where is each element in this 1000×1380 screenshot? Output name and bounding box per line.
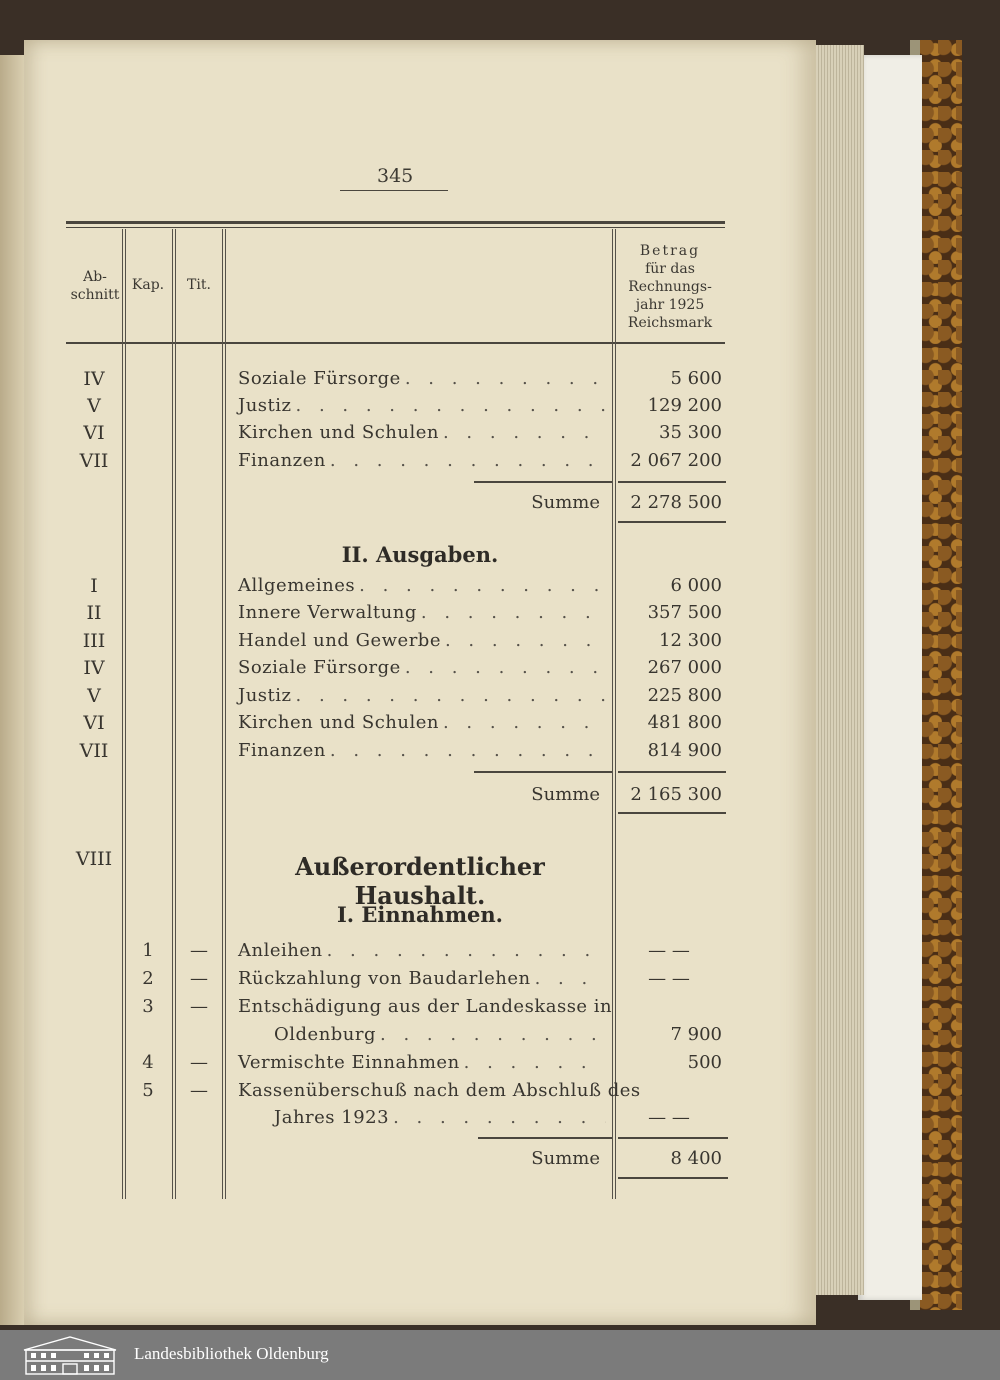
- row-amount: 7 900: [670, 1024, 722, 1045]
- row-abschnitt: IV: [83, 657, 105, 679]
- row-label-text: Kirchen und Schulen: [238, 712, 439, 733]
- row-label-text: Anleihen: [238, 940, 323, 961]
- header-kap: Kap.: [131, 277, 165, 293]
- row-abschnitt: VIII: [75, 848, 113, 870]
- row-abschnitt: III: [82, 630, 106, 652]
- book-page: [24, 40, 816, 1325]
- row-label-text: Entschädigung aus der Landeskasse in: [238, 996, 613, 1017]
- col-divider-2: [172, 229, 173, 1199]
- row-kap: [124, 1107, 172, 1131]
- leader-dots: [296, 395, 606, 419]
- page-number-rule: [340, 190, 448, 191]
- leader-dots: [330, 450, 606, 474]
- row-amount: 267 000: [647, 657, 722, 678]
- sum-label: Summe: [531, 492, 600, 513]
- row-tit: —: [190, 1080, 208, 1101]
- row-label-text: Kassenüberschuß nach dem Abschluß des: [238, 1080, 641, 1101]
- row-label-text: Kirchen und Schulen: [238, 422, 439, 443]
- sum-rule: [478, 1137, 612, 1139]
- leader-dots: [443, 422, 606, 446]
- sum-rule: [474, 481, 612, 483]
- row-abschnitt: I: [90, 575, 98, 597]
- row-label: [274, 1107, 606, 1131]
- row-label-text: Innere Verwaltung: [238, 602, 417, 623]
- library-name: Landesbibliothek Oldenburg: [134, 1344, 329, 1363]
- header-betrag-line: jahr 1925: [635, 297, 705, 313]
- library-footer-bar: [0, 1330, 1000, 1380]
- col-divider-3: [222, 229, 223, 1199]
- sum-underline: [618, 521, 726, 523]
- header-betrag-line: Reichsmark: [627, 315, 713, 331]
- row-label: [238, 450, 606, 474]
- col-divider-1: [122, 229, 123, 1199]
- sum-amount: 8 400: [670, 1148, 722, 1169]
- row-label: [238, 940, 606, 964]
- leader-dots: [393, 1107, 606, 1131]
- header-betrag: [616, 242, 724, 332]
- sum-amount: 2 278 500: [630, 492, 722, 513]
- row-label: [238, 657, 606, 681]
- section-subheading-income: I. Einnahmen.: [336, 902, 503, 927]
- row-amount: 357 500: [647, 602, 722, 623]
- sum-rule: [618, 771, 726, 773]
- row-amount: 5 600: [670, 368, 722, 389]
- row-kap: 2: [142, 968, 154, 989]
- row-label: [238, 422, 606, 446]
- page-number: 345: [377, 165, 414, 187]
- sum-rule: [618, 1137, 728, 1139]
- row-label-text: Justiz: [238, 395, 292, 416]
- header-betrag-line: Betrag: [639, 243, 701, 259]
- row-tit: —: [190, 996, 208, 1017]
- fore-edge: [858, 55, 922, 1300]
- row-label-text: Handel und Gewerbe: [238, 630, 441, 651]
- row-amount: 225 800: [647, 685, 722, 706]
- sum-rule: [474, 771, 612, 773]
- row-amount: — —: [648, 940, 690, 961]
- left-page-edge: [0, 55, 24, 1325]
- row-label: [238, 968, 606, 992]
- row-abschnitt: VI: [83, 712, 105, 734]
- leader-dots: [421, 602, 606, 626]
- sum-underline: [618, 812, 726, 814]
- leader-dots: [359, 575, 606, 599]
- leader-dots: [535, 968, 606, 992]
- row-label: [238, 685, 606, 709]
- header-bottom-rule: [66, 342, 725, 344]
- row-label: [238, 602, 606, 626]
- row-kap: 1: [142, 940, 154, 961]
- row-label: [238, 575, 606, 599]
- sum-label: Summe: [531, 1148, 600, 1169]
- leader-dots: [330, 740, 606, 764]
- row-kap: [124, 1024, 172, 1048]
- row-label-text: Jahres 1923: [274, 1107, 390, 1128]
- leader-dots: [443, 712, 606, 736]
- row-label-text: Soziale Fürsorge: [238, 657, 401, 678]
- sum-label: Summe: [531, 784, 600, 805]
- row-abschnitt: II: [86, 602, 102, 624]
- row-amount: 481 800: [647, 712, 722, 733]
- row-label: [238, 996, 613, 1020]
- row-label-text: Rückzahlung von Baudarlehen: [238, 968, 531, 989]
- header-betrag-line: Rechnungs-: [628, 279, 712, 295]
- section-heading-expenses: II. Ausgaben.: [341, 542, 499, 567]
- row-label-text: Oldenburg: [274, 1024, 377, 1045]
- row-label: [238, 712, 606, 736]
- row-label-text: Finanzen: [238, 740, 326, 761]
- row-label: [238, 1080, 641, 1104]
- leader-dots: [380, 1024, 606, 1048]
- row-abschnitt: VII: [79, 740, 109, 762]
- row-amount: 129 200: [647, 395, 722, 416]
- row-amount: — —: [648, 968, 690, 989]
- row-label: [238, 630, 606, 654]
- row-tit: [176, 1024, 222, 1048]
- row-amount: 35 300: [659, 422, 722, 443]
- row-amount: 12 300: [659, 630, 722, 651]
- header-abschnitt: Ab- schnitt: [70, 269, 120, 303]
- row-amount: [616, 996, 722, 1020]
- row-amount: 500: [687, 1052, 722, 1073]
- page-edges: [816, 45, 864, 1295]
- row-abschnitt: VI: [83, 422, 105, 444]
- row-label-text: Allgemeines: [238, 575, 356, 596]
- leader-dots: [405, 657, 606, 681]
- row-tit: —: [190, 1052, 208, 1073]
- row-abschnitt: V: [87, 395, 101, 417]
- row-amount: [616, 1080, 722, 1104]
- row-label: [238, 740, 606, 764]
- col-divider-3b: [225, 229, 226, 1199]
- row-label-text: Justiz: [238, 685, 292, 706]
- row-label-text: Finanzen: [238, 450, 326, 471]
- library-building-icon: [18, 1334, 122, 1376]
- row-abschnitt: V: [87, 685, 101, 707]
- row-amount: 814 900: [647, 740, 722, 761]
- row-abschnitt: VII: [79, 450, 109, 472]
- header-betrag-line: für das: [645, 261, 695, 277]
- row-tit: —: [190, 968, 208, 989]
- row-label: [274, 1024, 606, 1048]
- row-amount: 2 067 200: [630, 450, 722, 471]
- col-divider-4: [612, 229, 613, 1199]
- leader-dots: [445, 630, 606, 654]
- section-heading-extraordinary: Außerordentlicher Haushalt.: [295, 852, 545, 910]
- row-kap: 4: [142, 1052, 154, 1073]
- row-label: [238, 368, 606, 392]
- row-kap: 5: [142, 1080, 154, 1101]
- row-abschnitt: IV: [83, 368, 105, 390]
- row-tit: —: [190, 940, 208, 961]
- row-tit: [176, 1107, 222, 1131]
- row-label-text: Vermischte Einnahmen: [238, 1052, 460, 1073]
- leader-dots: [327, 940, 606, 964]
- table-top-rule: [66, 221, 725, 224]
- sum-amount: 2 165 300: [630, 784, 722, 805]
- header-tit: Tit.: [187, 277, 211, 293]
- row-amount: — —: [648, 1107, 690, 1128]
- leader-dots: [296, 685, 606, 709]
- row-label: [238, 395, 606, 419]
- sum-underline: [618, 1177, 728, 1179]
- leader-dots: [464, 1052, 606, 1076]
- row-amount: 6 000: [670, 575, 722, 596]
- row-kap: 3: [142, 996, 154, 1017]
- table-top-rule-thin: [66, 227, 725, 228]
- leader-dots: [405, 368, 606, 392]
- row-label: [238, 1052, 606, 1076]
- row-label-text: Soziale Fürsorge: [238, 368, 401, 389]
- marbled-cover: [920, 40, 962, 1310]
- sum-rule: [618, 481, 726, 483]
